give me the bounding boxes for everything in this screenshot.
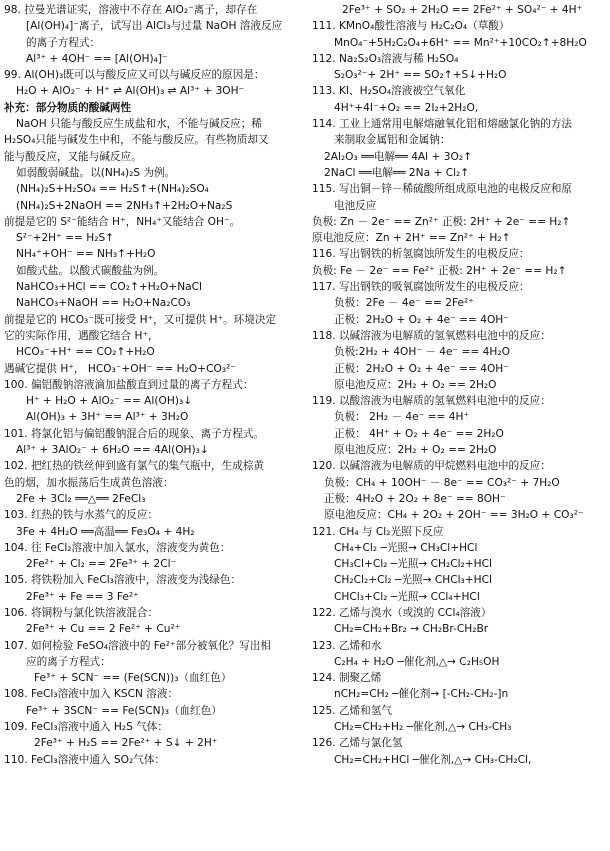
text-line: 99. Al(OH)₃既可以与酸反应又可以与碱反应的原因是： [4, 69, 265, 82]
text-line: NaHCO₃+HCl == CO₂↑+H₂O+NaCl [16, 281, 202, 294]
text-line: 的离子方程式： [26, 36, 101, 49]
text-line: C₂H₄ + H₂O ─催化剂,△→ C₂H₅OH [334, 655, 500, 668]
text-line: NaOH 只能与酸反应生成盐和水，不能与碱反应；稀 [16, 118, 262, 131]
text-line: 2Fe³⁺ + SO₂ + 2H₂O == 2Fe²⁺ + SO₄²⁻ + 4H⁺ [342, 4, 583, 16]
text-line: Fe³⁺ + 3SCN⁻ == Fe(SCN)₃（血红色） [26, 704, 222, 717]
text-line: nCH₂=CH₂ ─催化剂→ [-CH₂-CH₂-]n [334, 688, 509, 701]
text-line: S²⁻+2H⁺ == H₂S↑ [16, 232, 115, 245]
text-line: 负极:2H₂ + 4OH⁻ － 4e⁻ == 4H₂O [334, 346, 510, 359]
text-line: 103. 红热的铁与水蒸气的反应： [4, 509, 159, 522]
text-line: 2Fe³⁺ + Fe == 3 Fe²⁺ [26, 590, 139, 603]
text-line: 色的烟，加水振荡后生成黄色溶液： [4, 476, 174, 489]
right-column [312, 2, 608, 768]
text-line: 原电池反应：CH₄ + 2O₂ + 2OH⁻ == 3H₂O + CO₃²⁻ [324, 509, 584, 522]
text-line: 106. 将铜粉与氯化铁溶液混合： [4, 606, 159, 619]
text-line: S₂O₃²⁻+ 2H⁺ == SO₂↑+S↓+H₂O [334, 69, 507, 82]
text-line: 负极：CH₄ + 10OH⁻ － 8e⁻ == CO₃²⁻ + 7H₂O [324, 476, 560, 489]
text-line: 原电池反应：Zn + 2H⁺ == Zn²⁺ + H₂↑ [312, 232, 511, 245]
text-line: 102. 把红热的铁丝伸到盛有氯气的集气瓶中，生成棕黄 [4, 460, 265, 473]
text-line: 电池反应 [334, 199, 377, 212]
text-line: 116. 写出钢铁的析氢腐蚀所发生的电极反应： [312, 248, 530, 261]
text-line: 来制取金属铝和金属钠： [334, 134, 451, 147]
text-line: 补充：部分物质的酸碱两性 [4, 101, 132, 114]
text-line: 2Fe + 3Cl₂ ══△══ 2FeCl₃ [16, 492, 146, 505]
text-line: 118. 以碱溶液为电解质的氢氧燃料电池中的反应： [312, 329, 551, 342]
text-line: (NH₄)₂S+2NaOH == 2NH₃↑+2H₂O+Na₂S [16, 199, 233, 212]
text-line: 3Fe + 4H₂O ══高温══ Fe₃O₄ + 4H₂ [16, 525, 195, 538]
text-line: 如弱酸弱碱盐。以(NH₄)₂S 为例。 [16, 166, 176, 179]
text-line: 107. 如何检验 FeSO₄溶液中的 Fe²⁺部分被氧化？写出相 [4, 639, 271, 652]
text-line: CH₂Cl₂+Cl₂ ─光照→ CHCl₃+HCl [334, 574, 492, 587]
text-line: [Al(OH)₄]⁻离子，试写出 AlCl₃与过量 NaOH 溶液反应 [26, 20, 283, 33]
text-line: 122. 乙烯与溴水（或溴的 CCl₄溶液） [312, 606, 492, 619]
text-line: 正极：2H₂O + O₂ + 4e⁻ == 4OH⁻ [334, 313, 509, 326]
text-line: 117. 写出钢铁的吸氧腐蚀所发生的电极反应： [312, 281, 530, 294]
text-line: CHCl₃+Cl₂ ─光照→ CCl₄+HCl [334, 590, 480, 603]
text-line: HCO₃⁻+H⁺ == CO₂↑+H₂O [16, 346, 155, 359]
text-line: 能与酸反应，又能与碱反应。 [4, 150, 142, 163]
text-line: 108. FeCl₃溶液中加入 KSCN 溶液： [4, 688, 179, 701]
text-line: Al³⁺ + 4OH⁻ == [Al(OH)₄]⁻ [26, 52, 168, 65]
text-line: 2Fe³⁺ + Cu == 2 Fe²⁺ + Cu²⁺ [26, 623, 181, 636]
text-line: CH₂=CH₂+H₂ ─催化剂,△→ CH₃-CH₃ [334, 721, 512, 734]
text-line: 2Fe³⁺ + H₂S == 2Fe²⁺ + S↓ + 2H⁺ [34, 737, 218, 750]
text-line: NH₄⁺+OH⁻ == NH₃↑+H₂O [16, 248, 156, 261]
text-line: CH₃Cl+Cl₂ ─光照→ CH₂Cl₂+HCl [334, 558, 492, 571]
text-line: 负极: Zn － 2e⁻ == Zn²⁺ 正极: 2H⁺ + 2e⁻ == H₂↑ [312, 215, 571, 228]
text-line: CH₂=CH₂+Br₂ → CH₂Br-CH₂Br [334, 623, 489, 636]
text-line: 正极： 4H⁺ + O₂ + 4e⁻ == 2H₂O [334, 427, 504, 440]
text-line: 它的实际作用，遇酸它结合 H⁺， [4, 329, 159, 342]
text-line: 126. 乙烯与氯化氢 [312, 737, 403, 750]
text-line: 113. KI、H₂SO₄溶液被空气氧化 [312, 85, 466, 98]
text-line: 119. 以酸溶液为电解质的氢氧燃料电池中的反应： [312, 395, 551, 408]
left-column [4, 2, 304, 768]
text-line: 前提是它的 HCO₃⁻既可接受 H⁺，又可提供 H⁺。环境决定 [4, 313, 277, 326]
text-line: (NH₄)₂S+H₂SO₄ == H₂S↑+(NH₄)₂SO₄ [16, 183, 209, 196]
text-line: 110. FeCl₃溶液中通入 SO₂气体： [4, 753, 166, 766]
text-line: 120. 以碱溶液为电解质的甲烷燃料电池中的反应： [312, 460, 551, 473]
text-line: H⁺ + H₂O + AlO₂⁻ == Al(OH)₃↓ [26, 395, 193, 408]
text-line: 应的离子方程式： [26, 655, 111, 668]
text-line: CH₂=CH₂+HCl ─催化剂,△→ CH₃-CH₂Cl, [334, 753, 532, 766]
text-line: 2NaCl ══电解══ 2Na + Cl₂↑ [324, 166, 470, 179]
text-line: Al³⁺ + 3AlO₂⁻ + 6H₂O == 4Al(OH)₃↓ [16, 444, 209, 457]
text-line: CH₄+Cl₂ ─光照→ CH₃Cl+HCl [334, 541, 478, 554]
text-line: 负极：2Fe － 4e⁻ == 2Fe²⁺ [334, 297, 474, 310]
text-line: Fe³⁺ + SCN⁻ == (Fe(SCN))₃（血红色） [34, 672, 232, 685]
text-line: 100. 偏铝酸钠溶液滴加盐酸直到过量的离子方程式： [4, 378, 254, 391]
text-line: 4H⁺+4I⁻+O₂ == 2I₂+2H₂O, [334, 101, 479, 114]
text-line: 2Fe²⁺ + Cl₂ == 2Fe³⁺ + 2Cl⁻ [26, 558, 177, 571]
text-line: 正极：2H₂O + O₂ + 4e⁻ == 4OH⁻ [334, 362, 509, 375]
text-line: 2Al₂O₃ ══电解══ 4Al + 3O₂↑ [324, 150, 472, 163]
text-line: 112. Na₂S₂O₃溶液与稀 H₂SO₄ [312, 52, 459, 65]
text-line: MnO₄⁻+5H₂C₂O₄+6H⁺ == Mn²⁺+10CO₂↑+8H₂O [334, 36, 587, 49]
text-line: 前提是它的 S²⁻能结合 H⁺，NH₄⁺又能结合 OH⁻。 [4, 215, 241, 228]
text-line: 如酸式盐。以酸式碳酸盐为例。 [16, 264, 165, 277]
text-line: H₂SO₄只能与碱发生中和，不能与酸反应。有些物质却又 [4, 134, 269, 147]
text-line: 111. KMnO₄酸性溶液与 H₂C₂O₄（草酸） [312, 20, 510, 33]
text-line: 125. 乙烯和氢气 [312, 704, 392, 717]
text-line: 98. 拉曼光谱证实，溶液中不存在 AlO₂⁻离子，却存在 [4, 4, 258, 16]
text-line: 121. CH₄ 与 Cl₂光照下反应 [312, 525, 444, 538]
text-line: 124. 制聚乙烯 [312, 672, 382, 685]
text-line: 原电池反应：2H₂ + O₂ == 2H₂O [334, 378, 497, 391]
text-line: 负极: Fe － 2e⁻ == Fe²⁺ 正极: 2H⁺ + 2e⁻ == H₂↑ [312, 264, 567, 277]
text-line: Al(OH)₃ + 3H⁺ == Al³⁺ + 3H₂O [26, 411, 189, 424]
text-line: 105. 将铁粉加入 FeCl₃溶液中，溶液变为浅绿色： [4, 574, 242, 587]
text-line: H₂O + AlO₂⁻ + H⁺ ⇌ Al(OH)₃ ⇌ Al³⁺ + 3OH⁻ [16, 85, 245, 98]
text-line: 原电池反应：2H₂ + O₂ == 2H₂O [334, 444, 497, 457]
text-line: 104. 往 FeCl₂溶液中加入氯水，溶液变为黄色： [4, 541, 231, 554]
text-line: 109. FeCl₃溶液中通入 H₂S 气体： [4, 721, 168, 734]
text-line: NaHCO₃+NaOH == H₂O+Na₂CO₃ [16, 297, 191, 310]
text-line: 负极： 2H₂ － 4e⁻ == 4H⁺ [334, 411, 470, 424]
text-line: 正极：4H₂O + 2O₂ + 8e⁻ == 8OH⁻ [324, 492, 506, 505]
text-line: 遇碱它提供 H⁺， HCO₃⁻+OH⁻ == H₂O+CO₃²⁻ [4, 362, 236, 375]
text-line: 115. 写出铜－锌－稀硫酸所组成原电池的电极反应和原 [312, 183, 573, 196]
text-line: 101. 将氯化铝与偏铝酸钠混合后的现象、离子方程式。 [4, 427, 265, 440]
text-line: 123. 乙烯和水 [312, 639, 382, 652]
text-line: 114. 工业上通常用电解熔融氧化铝和熔融氯化钠的方法 [312, 118, 573, 131]
